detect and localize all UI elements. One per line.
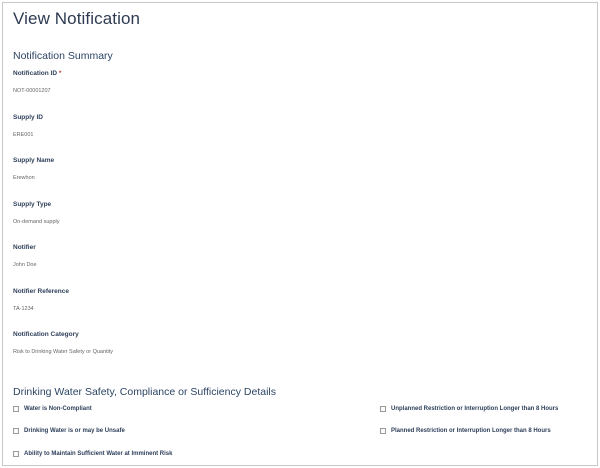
supply-name-label: Supply Name — [13, 157, 55, 164]
notifier-label: Notifier — [13, 244, 36, 251]
supply-name-value: Erewhon — [13, 175, 35, 181]
checkbox-box[interactable] — [380, 406, 386, 412]
checkbox-label: Drinking Water is or may be Unsafe — [24, 428, 125, 434]
checkbox-label: Planned Restriction or Interruption Longer than 8 Hours — [391, 428, 551, 434]
required-marker: * — [58, 70, 62, 77]
checkbox-label: Unplanned Restriction or Interruption Longer than 8 Hours — [391, 406, 559, 412]
notification-id-value: NOT-00001207 — [13, 88, 51, 94]
notifier-value: John Doe — [13, 262, 37, 268]
checkbox-water-unsafe[interactable] — [13, 428, 125, 434]
notification-category-value: Risk to Drinking Water Safety or Quantity — [13, 349, 114, 355]
checkbox-unplanned-restriction[interactable] — [380, 406, 558, 412]
supply-id-value: ERE001 — [13, 132, 34, 138]
details-section-title: Drinking Water Safety, Compliance or Sufficiency Details — [13, 386, 276, 398]
checkbox-water-non-compliant[interactable] — [13, 406, 92, 412]
supply-id-label: Supply ID — [13, 114, 43, 121]
notification-category-label: Notification Category — [13, 331, 79, 338]
checkbox-planned-restriction[interactable] — [380, 428, 551, 434]
checkbox-box[interactable] — [380, 428, 386, 434]
checkbox-label: Ability to Maintain Sufficient Water at Imminent Risk — [24, 451, 173, 457]
checkbox-box[interactable] — [13, 406, 19, 412]
notification-id-label-text: Notification ID — [13, 70, 58, 77]
summary-section-title: Notification Summary — [13, 50, 113, 62]
notification-id-label — [13, 70, 61, 77]
checkbox-box[interactable] — [13, 428, 19, 434]
notifier-reference-value: TA-1234 — [13, 306, 34, 312]
checkbox-sufficient-water-risk[interactable] — [13, 451, 172, 457]
supply-type-value: On-demand supply — [13, 219, 60, 225]
notifier-reference-label: Notifier Reference — [13, 288, 69, 295]
checkbox-box[interactable] — [13, 451, 19, 457]
checkbox-label: Water is Non-Compliant — [24, 406, 92, 412]
page-title: View Notification — [13, 9, 141, 28]
supply-type-label: Supply Type — [13, 201, 52, 208]
notification-panel — [2, 2, 598, 466]
